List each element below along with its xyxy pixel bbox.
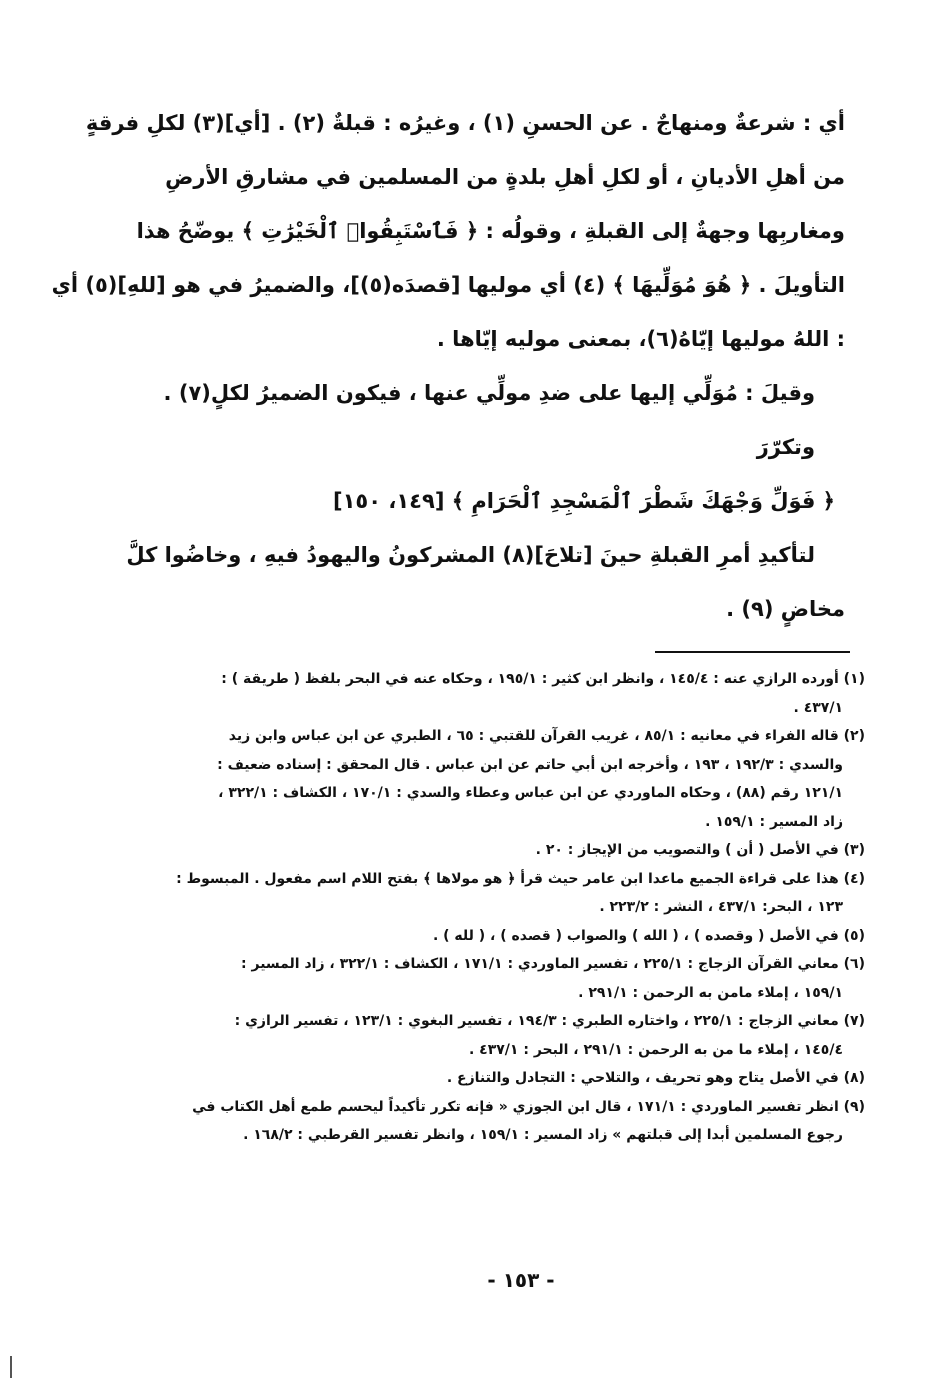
footnote-line: (٤) هذا على قراءة الجميع ماعدا ابن عامر حيث قرأ ﴿ هو مولاها ﴾ بفتح اللام اسم مفعول . المبسوط : [176, 870, 865, 887]
body-line-3: ومغاربِها وجهةٌ إلى القبلةِ ، وقولُه : ﴿ فَٱسْتَبِقُوا۟ ٱلْخَيْرَٰتِ ﴾ يوضّحُ هذا [136, 219, 845, 243]
page-number: - ١٥٣ - [487, 1268, 555, 1292]
footnote-line: ١٤٥/٤ ، إملاء ما من به الرحمن : ٢٩١/١ ، البحر : ٤٣٧/١ . [468, 1041, 843, 1058]
footnote-8 [160, 1064, 865, 1093]
footnote-6 [160, 950, 865, 1007]
body-line-9: لتأكيدِ أمرِ القبلةِ حينَ [تلاحَ](٨) المشركونُ واليهودُ فيهِ ، وخاضُوا كلَّ [126, 543, 815, 567]
body-line-1: أي : شرعةٌ ومنهاجٌ . عن الحسنِ (١) ، وغيرُه : قبلةٌ (٢) . [أي](٣) لكلِ فرقةٍ [85, 111, 845, 135]
footnote-5 [160, 922, 865, 951]
footnote-line: (١) أورده الرازي عنه : ١٤٥/٤ ، وانظر ابن كثير : ١٩٥/١ ، وحكاه عنه في البحر بلفظ ( طريقة ) : [221, 671, 865, 687]
footnote-line: (٦) معاني القرآن الزجاج : ٢٢٥/١ ، تفسير الماوردي : ١٧١/١ ، الكشاف : ٣٢٢/١ ، زاد المسير : [241, 956, 865, 972]
footnote-line: (٨) في الأصل يتاح وهو تحريف ، والتلاحي : التجادل والتنازع . [446, 1070, 865, 1086]
footnote-line: (٣) في الأصل ( أن ) والتصويب من الإيجاز : ٢٠ . [535, 842, 865, 858]
main-text [51, 96, 845, 636]
scan-edge-mark [10, 1356, 12, 1378]
body-line-2: من أهلِ الأديانِ ، أو لكلِ أهلِ بلدةٍ من المسلمين في مشارقِ الأرضِ [165, 165, 845, 189]
footnote-3 [160, 836, 865, 865]
footnote-line: (٢) قاله الفراء في معانيه : ٨٥/١ ، غريب القرآن للقتبي : ٦٥ ، الطبري عن ابن عباس وابن زيد [228, 728, 865, 744]
quran-verse-line: ﴿ فَوَلِّ وَجْهَكَ شَطْرَ ٱلْمَسْجِدِ ٱلْحَرَامِ ﴾ [١٤٩، ١٥٠] [333, 489, 835, 513]
footnote-2 [160, 722, 865, 836]
body-line-5: : اللهُ موليها إيّاهُ(٦)، بمعنى موليه إيّاها . [436, 327, 845, 351]
footnote-line: ١٢٣ ، البحر: ٤٣٧/١ ، النشر : ٢٢٣/٢ . [599, 899, 843, 915]
footnote-line: (٩) انظر تفسير الماوردي : ١٧١/١ ، قال ابن الجوزي « فإنه تكرر تأكيداً ليحسم طمع أهل الكتاب في [192, 1098, 865, 1115]
footnote-line: ٤٣٧/١ . [793, 699, 843, 716]
footnote-line: زاد المسير : ١٥٩/١ . [705, 813, 843, 830]
footnote-9 [160, 1093, 865, 1150]
body-line-6: وقيلَ : مُوَلِّي إليها على ضدِ مولِّي عنها ، فيكون الضميرُ لكلٍ(٧) . [163, 381, 815, 405]
body-line-7: وتكرّرَ [756, 435, 815, 459]
body-line-4: التأويلَ . ﴿ هُوَ مُوَلِّيهَا ﴾ (٤) أي موليها [قصدَه(٥)]، والضميرُ في هو [للهِ](٥) أي [51, 273, 845, 297]
body-line-10: مخاضٍ (٩) . [726, 597, 845, 621]
footnote-separator [655, 651, 850, 653]
footnote-line: رجوع المسلمين أبدا إلى قبلتهم » زاد المسير : ١٥٩/١ ، وانظر تفسير القرطبي : ١٦٨/٢ . [243, 1127, 843, 1143]
footnote-7 [160, 1007, 865, 1064]
footnote-1 [160, 665, 865, 722]
footnote-line: (٥) في الأصل ( وقصده ) ، ( الله ) والصواب ( قصده ) ، ( لله ) . [432, 927, 865, 944]
footnote-line: (٧) معاني الزجاج : ٢٢٥/١ ، واختاره الطبري : ١٩٤/٣ ، تفسير البغوي : ١٢٣/١ ، تفسير الرازي : [234, 1013, 865, 1029]
footnote-line: ١٢١/١ رقم (٨٨) ، وحكاه الماوردي عن ابن عباس وعطاء والسدي : ١٧٠/١ ، الكشاف : ٣٢٢/١ ، [218, 785, 843, 801]
footnotes [160, 665, 865, 1150]
footnote-line: ١٥٩/١ ، إملاء مامن به الرحمن : ٢٩١/١ . [578, 984, 843, 1001]
footnote-4 [160, 865, 865, 922]
footnote-line: والسدي : ١٩٢/٣ ، ١٩٣ ، وأخرجه ابن أبي حاتم عن ابن عباس . قال المحقق : إسناده ضعيف : [217, 756, 843, 773]
